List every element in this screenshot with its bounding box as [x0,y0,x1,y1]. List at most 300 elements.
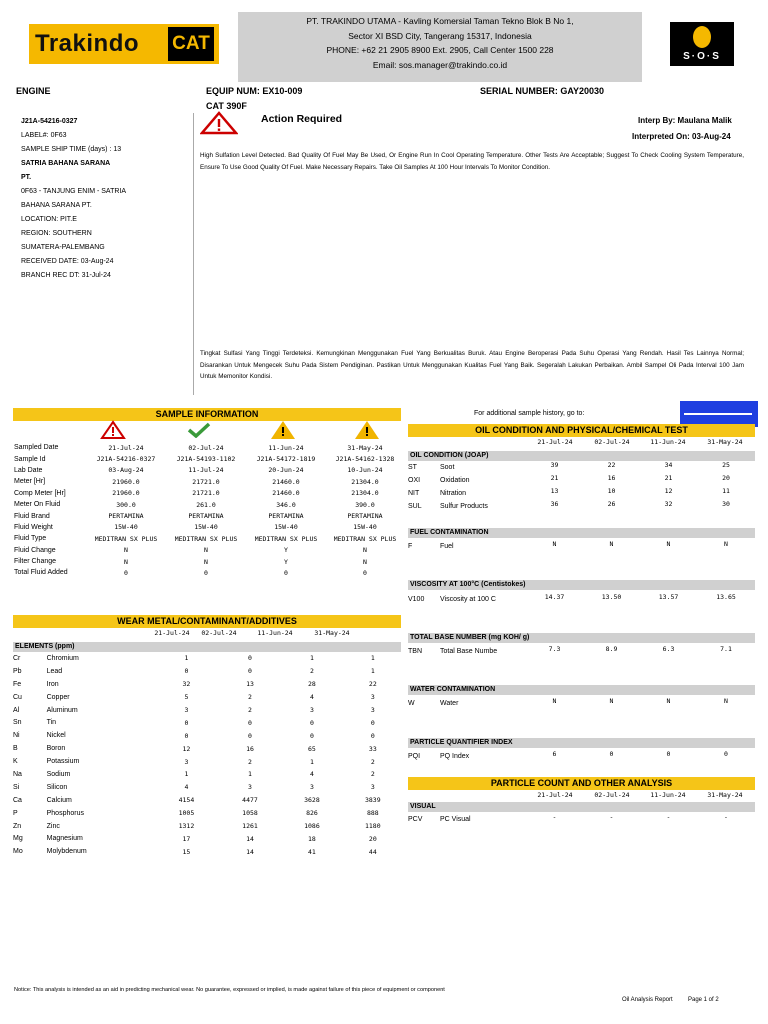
sample-info-value: 0 [363,568,367,577]
particle-value: - [666,813,671,821]
element-row [13,768,403,781]
element-value: 0 [370,731,375,740]
element-value: 1 [184,770,189,779]
element-name: Potassium [46,758,80,766]
sample-info-value: 300.0 [116,500,136,509]
sample-info-label: Lab Date [14,466,43,474]
sample-info-value: 21721.0 [192,477,220,486]
sample-info-value: MEDITRAN SX PLUS [333,534,397,543]
engine-label: ENGINE [16,86,51,96]
element-name: Calcium [46,796,72,804]
joap-header: OIL CONDITION (JOAP) [408,451,755,461]
oil-date: 31-May-24 [707,438,743,446]
joap-value: 20 [722,474,730,482]
element-name: Aluminum [46,706,78,714]
element-row [13,781,403,794]
fuel-value: N [552,540,557,548]
water-value: N [666,697,671,705]
vertical-divider [193,113,194,395]
element-value: 826 [306,809,318,818]
viscosity-value: 13.50 [601,593,622,601]
element-row [13,755,403,768]
fuel-name: Fuel [440,542,454,550]
element-value: 0 [309,731,314,740]
wear-metal-table [13,652,403,858]
sample-info-value: 31-May-24 [347,443,383,452]
element-code: Zn [13,822,22,830]
sample-info-row [14,522,404,533]
sample-info-value: J21A-54162-1328 [335,455,395,464]
sample-info-label: Meter On Fluid [14,501,61,509]
element-value: 1 [248,770,252,779]
sample-info-value: 0 [284,568,288,577]
sample-meta-line: PT. [21,174,32,181]
element-value: 1261 [242,822,258,831]
joap-value: 13 [550,487,559,495]
sample-info-value: J21A-54172-1819 [256,455,316,464]
pqi-value: 6 [552,750,557,758]
tbn-value: 7.1 [720,645,732,653]
sample-meta-line: LOCATION: PIT.E [21,216,77,223]
element-value: 3 [370,706,375,714]
element-name: Zinc [46,822,60,830]
sample-info-value: N [204,546,208,555]
joap-value: 34 [664,461,673,469]
element-code: Fe [13,680,22,688]
sample-info-label: Meter [Hr] [14,478,46,486]
tbn-table [408,645,755,657]
sample-meta-line: BAHANA SARANA PT. [21,202,92,209]
sos-logo-text: S·O·S [683,51,721,62]
sample-info-value: 20-Jun-24 [268,466,304,475]
element-value: 1086 [304,822,320,831]
pqi-value: 0 [666,750,671,758]
serial-number: SERIAL NUMBER: GAY20030 [480,86,605,96]
sample-info-row [14,488,404,499]
sample-info-value: 21960.0 [112,477,140,486]
pqi-row [408,750,755,762]
sample-info-value: 21-Jul-24 [108,443,144,452]
sample-meta-line: REGION: SOUTHERN [21,230,92,237]
status-warning-yellow-icon [354,420,380,440]
joap-name: Oxidation [440,477,470,484]
fuel-value: N [666,540,671,548]
sample-info-row [14,476,404,487]
element-code: P [13,809,18,817]
element-value: 3628 [304,796,320,805]
fuel-table [408,540,755,552]
joap-value: 16 [607,474,616,482]
sample-meta-line: BRANCH REC DT: 31-Jul-24 [21,272,111,279]
sample-info-value: 21460.0 [272,477,300,486]
element-value: 3 [370,693,375,702]
element-code: K [13,758,18,766]
element-value: 16 [246,744,254,753]
element-value: 65 [308,744,316,753]
element-value: 14 [246,834,254,843]
sample-info-row [14,567,404,578]
element-code: Ca [13,796,22,804]
status-warning-red-icon [100,420,126,440]
element-value: 3839 [364,796,381,805]
sample-meta-line: J21A-54216-0327 [21,118,78,125]
water-header: WATER CONTAMINATION [408,685,755,695]
element-value: 888 [366,809,379,818]
element-value: 3 [184,706,189,714]
element-value: 12 [182,744,191,753]
element-name: Sodium [46,770,71,778]
tbn-name: Total Base Numbe [440,647,498,655]
sample-info-value: MEDITRAN SX PLUS [94,534,158,543]
joap-value: 30 [722,500,730,508]
viscosity-value: 13.57 [658,593,679,601]
element-name: Copper [46,693,70,701]
element-value: 15 [182,847,191,856]
company-address-box [238,12,642,82]
sample-meta [21,115,191,283]
sample-info-label: Fluid Weight [14,523,53,531]
water-table [408,697,755,709]
element-row [13,652,403,665]
oil-drop-icon [693,26,711,48]
fuel-value: N [609,540,614,548]
element-name: Lead [46,667,63,675]
sample-info-value: N [124,557,128,566]
sample-info-value: PERTAMINA [268,512,304,521]
oil-date: 11-Jun-24 [650,438,686,446]
sample-info-value: 15W-40 [353,523,377,532]
element-code: Mg [13,835,23,843]
element-code: Na [13,770,22,778]
pqi-name: PQ Index [440,752,470,760]
particle-date: 21-Jul-24 [537,791,573,799]
wear-metal-title: WEAR METAL/CONTAMINANT/ADDITIVES [13,615,401,628]
sample-info-value: 21721.0 [192,489,220,498]
sample-info-value: N [204,557,208,566]
element-value: 1 [309,654,314,663]
tbn-value: 8.9 [605,645,618,653]
sample-info-value: 15W-40 [194,523,218,532]
sample-info-label: Sample Id [14,455,46,463]
fuel-value: N [724,540,728,548]
element-code: Cu [13,693,22,701]
action-required-warning-icon [200,111,238,135]
joap-value: 11 [722,487,730,495]
particle-row [408,813,755,825]
element-value: 14 [246,847,254,856]
element-value: 4 [309,693,314,702]
joap-value: 39 [550,461,559,469]
cat-logo: CAT [168,27,214,61]
element-value: 20 [368,834,377,843]
sample-info-table [14,442,404,579]
element-value: 1058 [242,809,258,818]
oil-date: 02-Jul-24 [594,438,630,446]
joap-value: 32 [664,500,673,508]
sample-info-value: 15W-40 [114,523,138,532]
sample-info-value: 0 [204,568,208,577]
element-name: Molybdenum [46,848,87,856]
element-value: 0 [248,718,252,727]
particle-name: PC Visual [440,815,471,823]
element-value: 0 [248,731,252,740]
element-value: 4 [184,783,189,792]
sample-info-value: 346.0 [276,500,296,509]
sample-info-value: 261.0 [196,500,216,509]
element-row [13,807,403,820]
element-value: 1 [370,667,375,676]
sample-info-value: MEDITRAN SX PLUS [174,534,238,543]
oil-date: 21-Jul-24 [537,438,573,446]
sample-meta-line: 0F63 - TANJUNG ENIM - SATRIA [21,188,127,195]
water-code: W [408,699,415,707]
element-value: 3 [184,757,189,766]
element-value: 3 [248,783,252,792]
element-row [13,845,403,858]
element-value: 22 [368,680,377,689]
element-row [13,742,403,755]
sample-info-value: 02-Jul-24 [188,443,224,452]
tbn-code: TBN [408,647,422,655]
element-value: 1 [184,654,189,663]
sample-info-label: Sampled Date [14,444,59,452]
trakindo-logo [29,24,219,64]
element-row [13,716,403,729]
wear-date: 11-Jun-24 [257,629,293,637]
element-value: 18 [308,834,316,843]
element-code: Al [13,706,20,714]
joap-name: Sulfur Products [440,503,488,510]
joap-value: 22 [607,461,616,469]
joap-row [408,500,755,513]
sample-info-value: 11-Jun-24 [268,443,304,452]
particle-title: PARTICLE COUNT AND OTHER ANALYSIS [408,777,755,790]
element-value: 3 [309,706,314,714]
element-name: Magnesium [46,835,83,843]
element-value: 3 [309,783,314,792]
sample-info-row [14,533,404,544]
water-value: N [724,697,728,705]
sample-info-value: PERTAMINA [347,512,383,521]
element-row [13,665,403,678]
particle-date: 31-May-24 [707,791,743,799]
pqi-value: 0 [724,750,728,758]
sample-info-row [14,556,404,567]
sample-info-label: Fluid Type [14,535,47,543]
element-value: 2 [248,757,252,766]
pqi-header: PARTICLE QUANTIFIER INDEX [408,738,755,748]
sample-info-label: Fluid Brand [14,512,50,520]
element-value: 1 [309,757,314,766]
element-value: 2 [248,693,252,702]
sample-info-value: Y [284,546,288,555]
tbn-value: 7.3 [548,645,561,653]
viscosity-code: V100 [408,595,425,603]
particle-value: - [609,813,614,821]
element-row [13,678,403,691]
sample-meta-line: RECEIVED DATE: 03-Aug-24 [21,258,114,265]
element-row [13,691,403,704]
element-value: 2 [309,667,314,676]
sample-info-row [14,465,404,476]
sample-info-value: 0 [124,568,128,577]
sample-info-label: Filter Change [14,558,57,566]
interp-by: Interp By: Maulana Malik [638,116,732,125]
element-value: 4154 [178,796,195,805]
sample-info-row [14,499,404,510]
sample-info-row [14,453,404,464]
element-value: 0 [184,718,189,727]
particle-date: 02-Jul-24 [594,791,630,799]
status-check-green-icon [186,422,212,438]
sample-meta-line: LABEL#: 0F63 [21,132,67,139]
element-value: 41 [308,847,316,856]
sample-info-value: 15W-40 [274,523,298,532]
fuel-header: FUEL CONTAMINATION [408,528,755,538]
visual-header: VISUAL [408,802,755,812]
sample-info-value: 21960.0 [112,489,140,498]
water-row [408,697,755,709]
sample-info-value: 21304.0 [351,477,379,486]
sample-info-value: 390.0 [355,500,375,509]
joap-name: Nitration [440,490,467,497]
particle-value: - [724,813,728,821]
viscosity-value: 14.37 [544,593,565,601]
element-code: Pb [13,667,22,675]
element-name: Iron [46,680,59,688]
element-name: Tin [46,719,57,727]
joap-value: 26 [607,500,616,508]
element-value: 28 [308,680,316,689]
phone-line: PHONE: +62 21 2905 8900 Ext. 2905, Call Center 1500 228 [326,45,554,55]
element-value: 4 [309,770,314,779]
element-value: 3 [370,783,375,792]
equip-num: EQUIP NUM: EX10-009 [206,86,303,96]
element-code: Sn [13,719,22,727]
element-code: Ni [13,732,20,740]
sample-info-value: 03-Aug-24 [108,466,144,475]
particle-value: - [552,813,557,821]
joap-row [408,474,755,487]
footer-page-number: Page 1 of 2 [688,997,719,1003]
tbn-value: 6.3 [662,645,675,653]
interpretation-text-id: Tingkat Sulfasi Yang Tinggi Terdeteksi. Kemungkinan Menggunakan Fuel Yang Berkualitas Buruk. Atau Engine Beroperasi Pada Suhu Operasi Yang Rendah. Hasil Tes Lainnya Normal; Disarankan Untuk Mengecek Suhu Pada Sistem Pendiginan. Pastikan Untuk Menggunakan Kualitas Fuel Yang Baik. Segeralah Lakukan Perbaikan. Ambil Sampel Oli Pada Interval 100 Jam Untuk Memonitor Kondisi. [200,350,744,380]
sample-info-value: PERTAMINA [108,512,144,521]
joap-value: 10 [607,487,616,495]
sample-meta-line: SUMATERA-PALEMBANG [21,244,105,251]
element-name: Nickel [46,732,66,740]
sample-info-value: N [363,557,367,566]
joap-value: 21 [550,474,559,482]
element-code: Si [13,783,20,791]
water-value: N [609,697,614,705]
sample-info-value: Y [284,557,288,566]
element-value: 33 [368,744,377,753]
logo-text: Trakindo [35,30,140,57]
sos-logo [670,22,734,66]
pqi-code: PQI [408,752,421,760]
viscosity-row [408,593,755,605]
viscosity-value: 13.65 [716,593,736,601]
sample-meta-line: SATRIA BAHANA SARANA [21,160,111,167]
tbn-header: TOTAL BASE NUMBER (mg KOH/ g) [408,633,755,643]
joap-name: Soot [440,464,455,471]
joap-value: 21 [664,474,673,482]
viscosity-table [408,593,755,605]
particle-code: PCV [408,815,423,823]
footer-notice: Notice: This analysis is intended as an aid in predicting mechanical wear. No guarantee, expressed or implied, is made against failure of this piece of equipment or component [14,987,445,993]
fuel-code: F [408,542,413,550]
interp-on: Interpreted On: 03-Aug-24 [632,132,731,141]
element-value: 32 [182,680,191,689]
element-value: 0 [248,654,252,663]
element-value: 0 [370,718,375,727]
element-value: 2 [248,706,252,714]
elements-header: ELEMENTS (ppm) [13,642,401,652]
interpretation-text-en: High Sulfation Level Detected. Bad Quality Of Fuel May Be Used, Or Engine Run In Cool Operating Temperature. Other Tests Are Acceptable; Suggest To Check Cooling System Temperature, Ensure To Use Good Quality Of Fuel. Make Necessary Repairs. Take Oil Samples At 100 Hour Intervals To Monitor Condition. [200,152,744,171]
element-name: Silicon [46,783,68,791]
joap-code: NIT [408,490,420,497]
address-line-1: PT. TRAKINDO UTAMA - Kavling Komersial Taman Tekno Blok B No 1, [306,16,574,26]
sample-meta-line: SAMPLE SHIP TIME (days) : 13 [21,146,122,153]
sample-info-value: 11-Jul-24 [188,466,224,475]
element-value: 4477 [242,796,258,805]
sample-info-value: 10-Jun-24 [347,466,383,475]
sample-info-value: 21304.0 [351,489,379,498]
particle-table [408,813,755,825]
element-row [13,832,403,845]
sample-info-value: J21A-54216-0327 [96,455,156,464]
element-name: Boron [46,745,66,753]
element-value: 1312 [178,822,195,831]
element-value: 5 [184,693,189,702]
sample-info-value: MEDITRAN SX PLUS [254,534,318,543]
element-value: 0 [184,667,189,676]
element-value: 1180 [364,822,381,831]
sample-info-value: N [363,546,367,555]
particle-date: 11-Jun-24 [650,791,686,799]
sample-info-label: Comp Meter [Hr] [14,489,66,497]
joap-table [408,461,755,513]
joap-value: 36 [550,500,559,508]
status-warning-yellow-icon [270,420,296,440]
sample-info-row [14,510,404,521]
element-value: 2 [370,770,375,779]
sample-info-value: PERTAMINA [188,512,224,521]
link-underline [684,413,752,415]
sample-info-title: SAMPLE INFORMATION [13,408,401,421]
element-row [13,794,403,807]
element-value: 1005 [178,809,195,818]
email-line: Email: sos.manager@trakindo.co.id [372,59,508,70]
status-text: Action Required [261,113,343,125]
element-value: 44 [368,847,377,856]
wear-date: 21-Jul-24 [154,629,190,637]
element-value: 0 [248,667,252,676]
joap-row [408,461,755,474]
joap-code: ST [408,464,417,471]
equip-model: CAT 390F [206,101,247,111]
address-line-2: Sector XI BSD City, Tangerang 15317, Indonesia [348,30,532,41]
joap-code: SUL [408,503,422,510]
viscosity-name: Viscosity at 100 C [440,595,496,603]
wear-date: 02-Jul-24 [201,629,237,637]
element-row [13,729,403,742]
sample-info-label: Total Fluid Added [14,569,68,577]
water-value: N [552,697,557,705]
sample-info-value: N [124,546,128,555]
element-code: Cr [13,654,21,662]
